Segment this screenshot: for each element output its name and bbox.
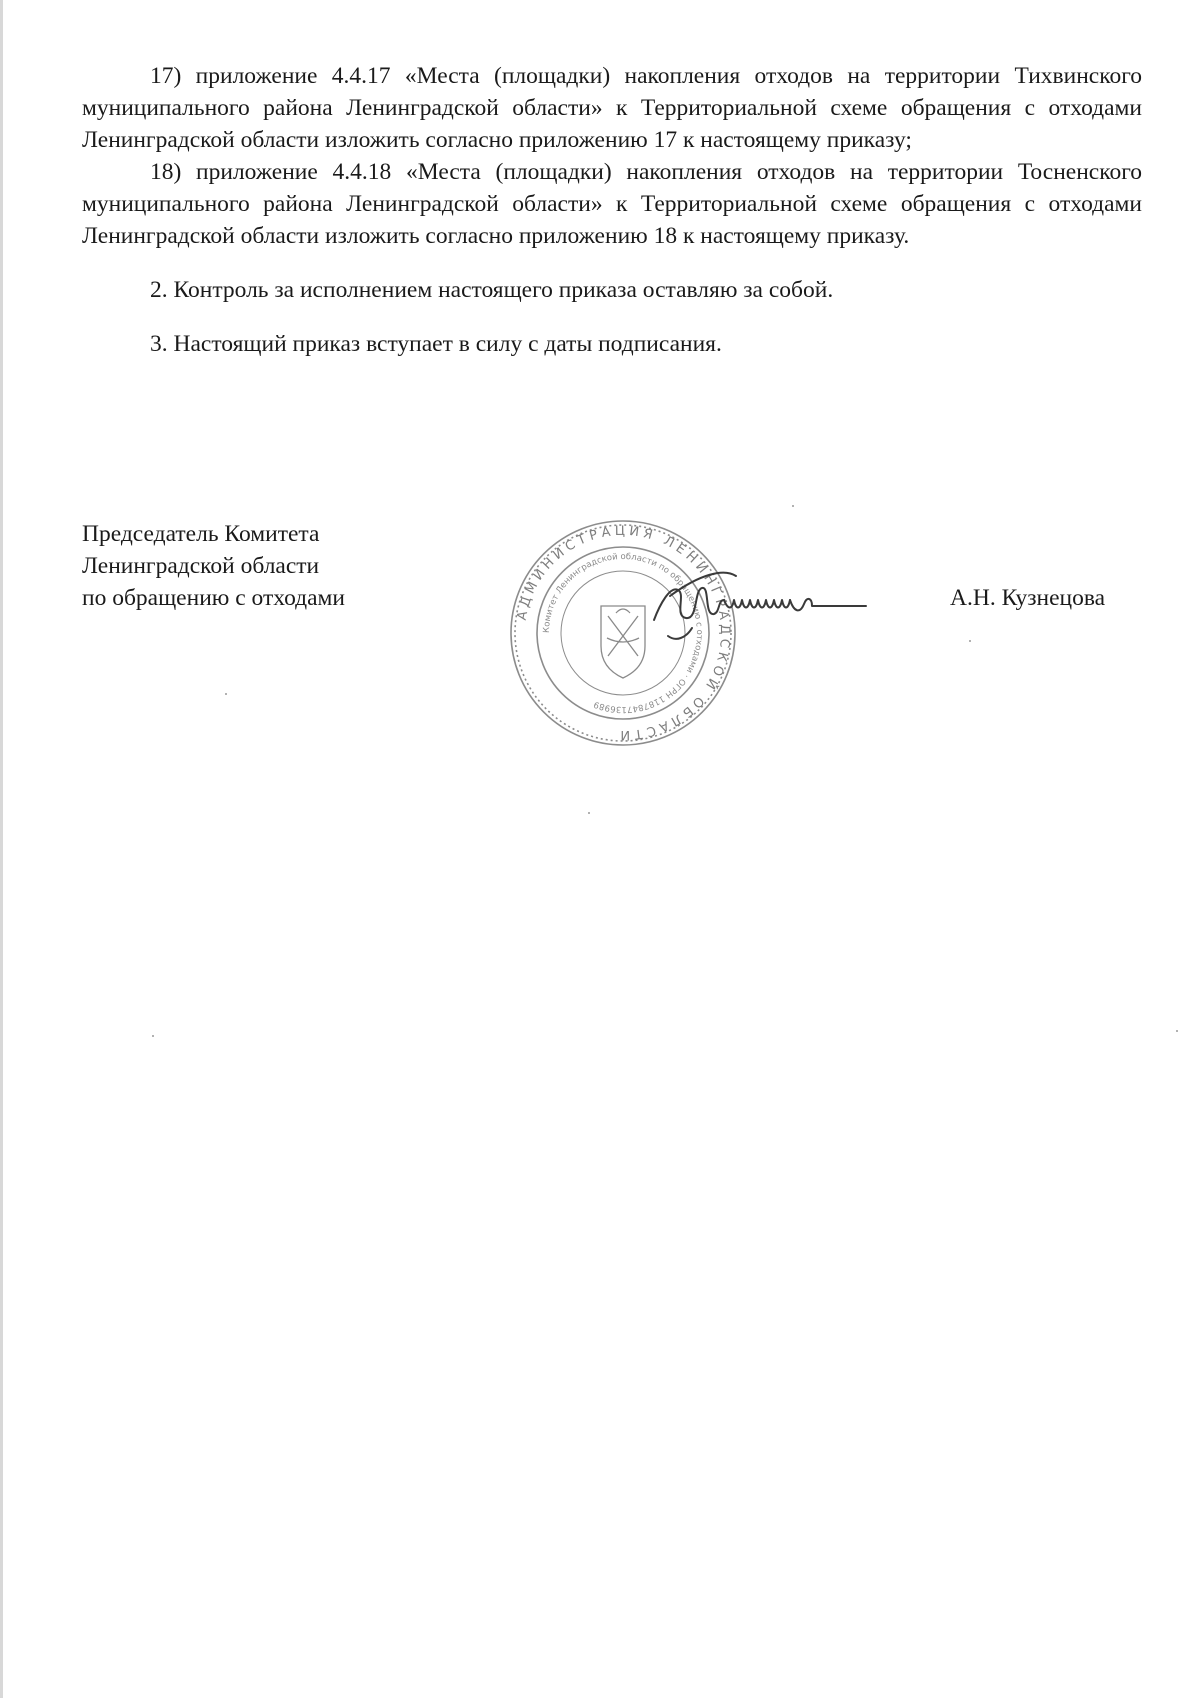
scan-speck	[225, 693, 227, 695]
scan-edge	[0, 0, 3, 1698]
signer-name: А.Н. Кузнецова	[950, 585, 1106, 611]
scan-speck	[1176, 1030, 1178, 1032]
scan-speck	[792, 505, 794, 507]
svg-text:АДМИНИСТРАЦИЯ ЛЕНИНГРАДСКОЙ ОБ: АДМИНИСТРАЦИЯ ЛЕНИНГРАДСКОЙ ОБЛАСТИ	[514, 523, 733, 743]
item-2: 2. Контроль за исполнением настоящего приказа оставляю за собой.	[150, 277, 834, 303]
document-body	[82, 60, 1142, 360]
scan-speck	[969, 640, 971, 642]
item-17: 17) приложение 4.4.17 «Места (площадки) накопления отходов на территории Тихвинского муниципального района Ленинградской области» к Территориальной схеме обращения с отходами Ленинградской области изложить согласно приложению 17 к настоящему приказу;	[82, 63, 1142, 153]
signer-position-line-1: Председатель Комитета	[82, 521, 320, 547]
signer-position-line-3: по обращению с отходами	[82, 585, 345, 611]
item-3: 3. Настоящий приказ вступает в силу с даты подписания.	[150, 331, 722, 357]
scan-speck	[152, 1035, 154, 1037]
item-18: 18) приложение 4.4.18 «Места (площадки) накопления отходов на территории Тосненского муниципального района Ленинградской области» к Территориальной схеме обращения с отходами Ленинградской области изложить согласно приложению 18 к настоящему приказу.	[82, 159, 1142, 249]
signer-position-line-2: Ленинградской области	[82, 553, 320, 579]
signer-position	[82, 518, 442, 614]
handwritten-signature-icon	[640, 560, 870, 650]
scan-speck	[588, 812, 590, 814]
svg-text:Комитет Ленинградской области: Комитет Ленинградской области по обращению с отходами · ОГРН 1187847136989	[541, 551, 705, 715]
